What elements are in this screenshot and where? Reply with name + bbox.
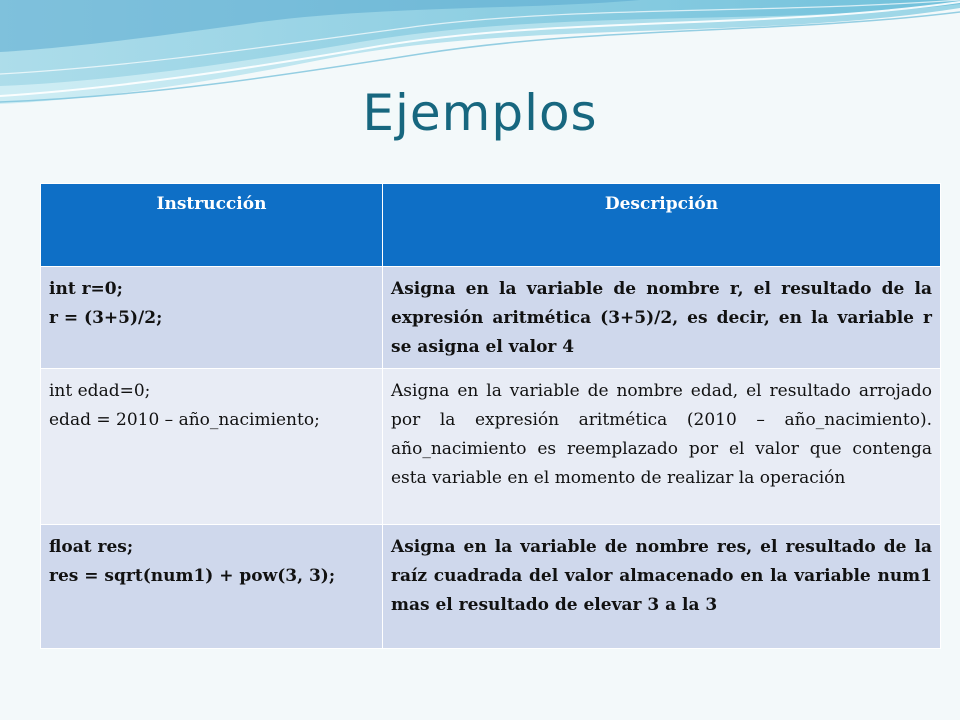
- code-line: float res;: [49, 537, 134, 557]
- description-cell: Asigna en la variable de nombre res, el resultado de la raíz cuadrada del valor almacenado en la variable num1 mas el resultado de elevar 3 a la 3: [383, 525, 941, 649]
- instruction-cell: [41, 525, 383, 649]
- header-instruccion: Instrucción: [41, 184, 383, 267]
- description-cell: Asigna en la variable de nombre edad, el resultado arrojado por la expresión aritmética (2010 – año_nacimiento). año_nacimiento es reemplazado por el valor que contenga esta variable en el momento de realizar la operación: [383, 369, 941, 525]
- table-header-row: [41, 184, 941, 267]
- slide-title: Ejemplos: [362, 84, 598, 142]
- code-line: int edad=0;: [49, 381, 151, 401]
- instruction-cell: [41, 369, 383, 525]
- code-line: res = sqrt(num1) + pow(3, 3);: [49, 566, 336, 586]
- header-descripcion: Descripción: [383, 184, 941, 267]
- examples-table: [40, 183, 941, 649]
- table-row: [41, 369, 941, 525]
- code-line: edad = 2010 – año_nacimiento;: [49, 410, 320, 430]
- description-cell: Asigna en la variable de nombre r, el resultado de la expresión aritmética (3+5)/2, es decir, en la variable r se asigna el valor 4: [383, 267, 941, 369]
- table-row: [41, 525, 941, 649]
- instruction-cell: [41, 267, 383, 369]
- code-line: int r=0;: [49, 279, 123, 299]
- code-line: r = (3+5)/2;: [49, 308, 163, 328]
- table-row: [41, 267, 941, 369]
